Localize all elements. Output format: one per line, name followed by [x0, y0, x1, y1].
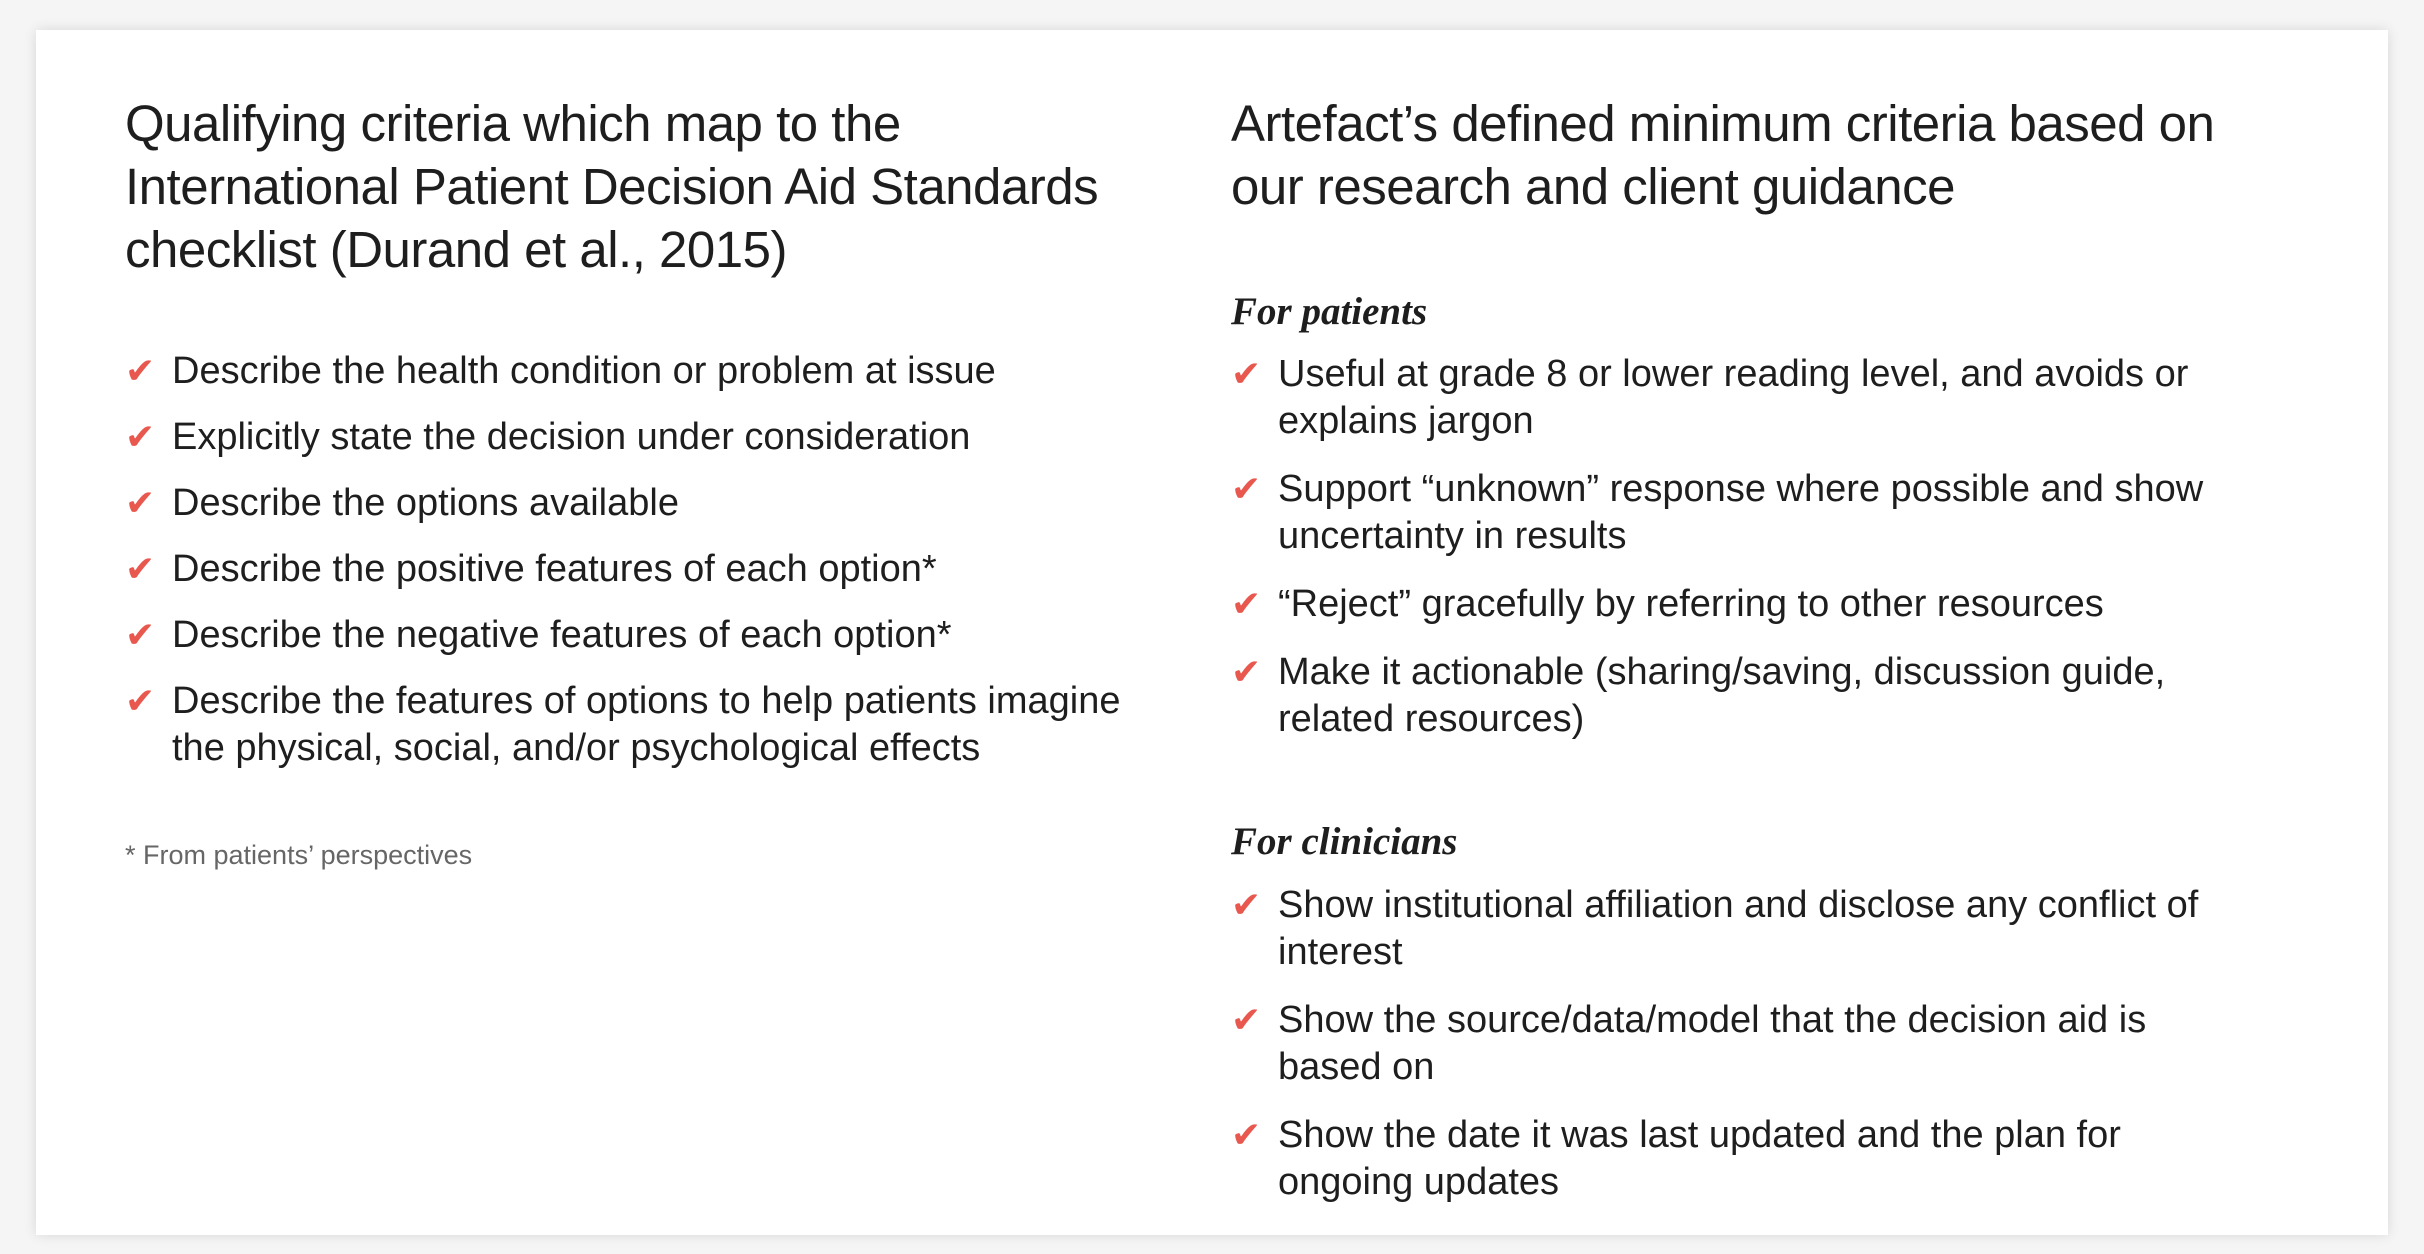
footnote: * From patients’ perspectives: [125, 840, 473, 870]
criteria-item: [125, 414, 1120, 461]
clinicians-subheading: For clinicians: [1231, 820, 1458, 863]
item-text: “Reject” gracefully by referring to other resources: [1278, 583, 2104, 625]
heading-line: Qualifying criteria which map to the: [125, 95, 901, 152]
checkmark-icon: ✔: [1231, 885, 1262, 926]
heading-line: Artefact’s defined minimum criteria based on: [1231, 95, 2215, 152]
heading-line: our research and client guidance: [1231, 158, 1955, 215]
criteria-item: [125, 612, 1120, 659]
item-text: uncertainty in results: [1278, 515, 1627, 557]
item-text: Describe the negative features of each option*: [172, 614, 952, 656]
checkmark-icon: ✔: [125, 483, 156, 524]
item-text: explains jargon: [1278, 400, 1534, 442]
checkmark-icon: ✔: [1231, 652, 1262, 693]
checkmark-icon: ✔: [125, 351, 156, 392]
criteria-item: [125, 546, 1120, 593]
item-text: Describe the options available: [172, 482, 679, 524]
item-text: Describe the positive features of each option*: [172, 548, 937, 590]
patients-subheading: For patients: [1231, 290, 1428, 333]
checkmark-icon: ✔: [1231, 1000, 1262, 1041]
left-heading: [125, 92, 1098, 281]
item-text: Useful at grade 8 or lower reading level, and avoids or: [1278, 353, 2189, 395]
criteria-item: [125, 480, 1120, 527]
item-text: based on: [1278, 1046, 1435, 1088]
criteria-item: [1231, 351, 2203, 445]
criteria-item: [125, 678, 1120, 772]
item-text: Show institutional affiliation and disclose any conflict of: [1278, 884, 2199, 926]
item-text: Describe the features of options to help patients imagine: [172, 680, 1121, 722]
criteria-card: [36, 30, 2388, 1235]
criteria-item: [1231, 466, 2203, 560]
item-text: related resources): [1278, 698, 1585, 740]
criteria-item: [1231, 1112, 2198, 1206]
checkmark-icon: ✔: [125, 681, 156, 722]
item-text: Describe the health condition or problem at issue: [172, 350, 996, 392]
ipdas-criteria-list: [125, 348, 1120, 791]
criteria-item: [125, 348, 1120, 395]
checkmark-icon: ✔: [1231, 584, 1262, 625]
criteria-item: [1231, 882, 2198, 976]
clinicians-criteria-list: [1231, 882, 2198, 1227]
item-text: ongoing updates: [1278, 1161, 1560, 1203]
item-text: Show the source/data/model that the decision aid is: [1278, 999, 2147, 1041]
right-heading: [1231, 92, 2214, 218]
checkmark-icon: ✔: [125, 417, 156, 458]
item-text: Make it actionable (sharing/saving, discussion guide,: [1278, 651, 2166, 693]
heading-line: checklist (Durand et al., 2015): [125, 221, 787, 278]
checkmark-icon: ✔: [125, 549, 156, 590]
criteria-item: [1231, 997, 2198, 1091]
checkmark-icon: ✔: [1231, 469, 1262, 510]
item-text: Explicitly state the decision under consideration: [172, 416, 971, 458]
heading-line: International Patient Decision Aid Standards: [125, 158, 1099, 215]
item-text: interest: [1278, 931, 1403, 973]
checkmark-icon: ✔: [125, 615, 156, 656]
criteria-item: [1231, 581, 2203, 628]
checkmark-icon: ✔: [1231, 1115, 1262, 1156]
item-text: the physical, social, and/or psychological effects: [172, 727, 981, 769]
checkmark-icon: ✔: [1231, 354, 1262, 395]
patients-criteria-list: [1231, 351, 2203, 764]
criteria-item: [1231, 649, 2203, 743]
item-text: Support “unknown” response where possible and show: [1278, 468, 2204, 510]
item-text: Show the date it was last updated and the plan for: [1278, 1114, 2121, 1156]
